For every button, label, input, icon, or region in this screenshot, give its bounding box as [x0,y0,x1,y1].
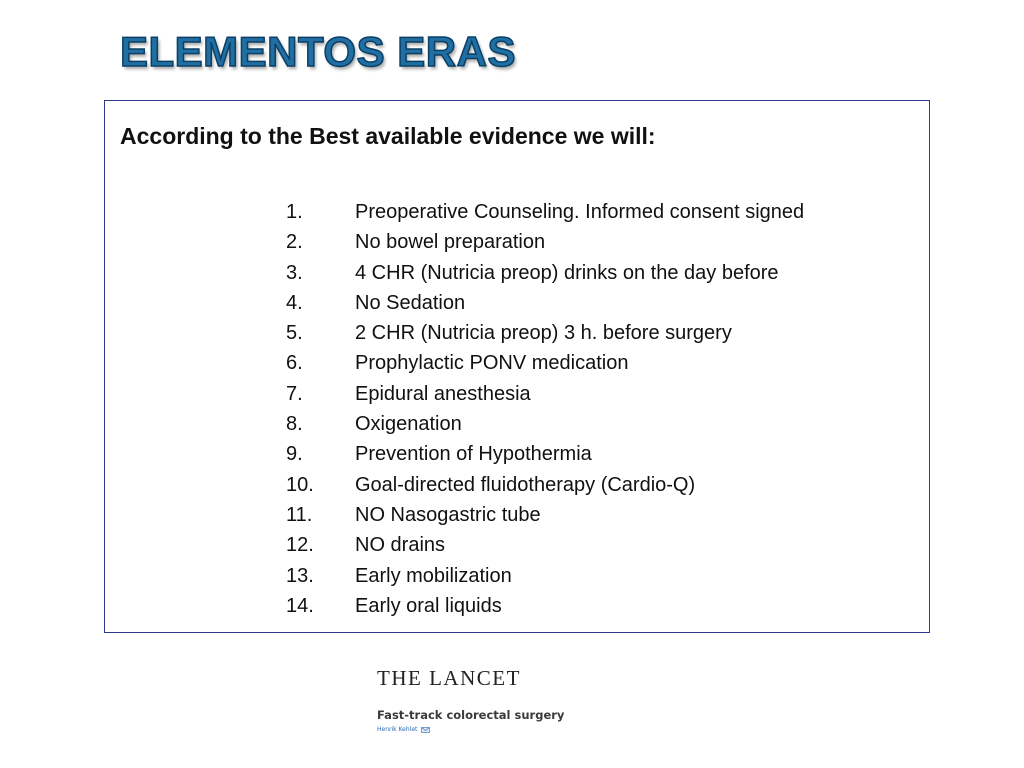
envelope-icon [421,727,430,733]
list-item [286,439,804,469]
list-item-text: Goal-directed fluidotherapy (Cardio-Q) [355,473,696,496]
list-item-number: 12. [286,534,314,557]
evidence-box [104,100,930,633]
list-item-number: 1. [286,201,303,223]
list-item-number: 9. [286,443,303,466]
list-item-text: Preoperative Counseling. Informed consent signed [355,201,805,223]
list-item-text: No bowel preparation [355,231,546,254]
list-item-text: Prevention of Hypothermia [355,443,592,466]
article-title: Fast-track colorectal surgery [377,708,565,722]
evidence-intro: According to the Best available evidence we will: [120,123,656,149]
list-item-number: 11. [286,503,313,526]
list-item [286,227,804,257]
list-item [286,409,804,439]
list-item-number: 13. [286,564,314,587]
list-item-text: Early oral liquids [355,594,502,617]
list-item-number: 8. [286,413,303,436]
list-item-text: No Sedation [355,291,466,314]
list-item-number: 7. [286,382,303,405]
list-item-text: Epidural anesthesia [355,382,531,405]
list-item-number: 3. [286,261,303,284]
list-item [286,318,804,348]
list-item-number: 2. [286,231,303,254]
eras-elements-list [286,197,804,621]
list-item [286,500,804,530]
article-author [377,726,430,733]
list-item [286,530,804,560]
author-name: Henrik Kehlet [377,726,418,733]
list-item-text: Oxigenation [355,413,462,436]
list-item-text: NO Nasogastric tube [355,503,541,526]
list-item-text: Early mobilization [355,564,512,587]
list-item [286,561,804,591]
slide-title: ELEMENTOS ERAS [120,28,516,75]
list-item-number: 5. [286,322,303,345]
list-item-text: NO drains [355,534,446,557]
list-item [286,591,804,621]
list-item-number: 6. [286,352,303,375]
lancet-reference [377,664,607,733]
list-item-text: 2 CHR (Nutricia preop) 3 h. before surgery [355,322,732,345]
list-item [286,348,804,378]
list-item-number: 14. [286,594,314,617]
list-item-text: Prophylactic PONV medication [355,352,629,375]
journal-name: THE LANCET [377,666,521,690]
list-item-number: 10. [286,473,314,496]
list-item-number: 4. [286,291,303,314]
list-item [286,197,804,227]
list-item [286,379,804,409]
list-item-text: 4 CHR (Nutricia preop) drinks on the day before [355,261,779,284]
list-item [286,288,804,318]
list-item [286,258,804,288]
list-item [286,470,804,500]
